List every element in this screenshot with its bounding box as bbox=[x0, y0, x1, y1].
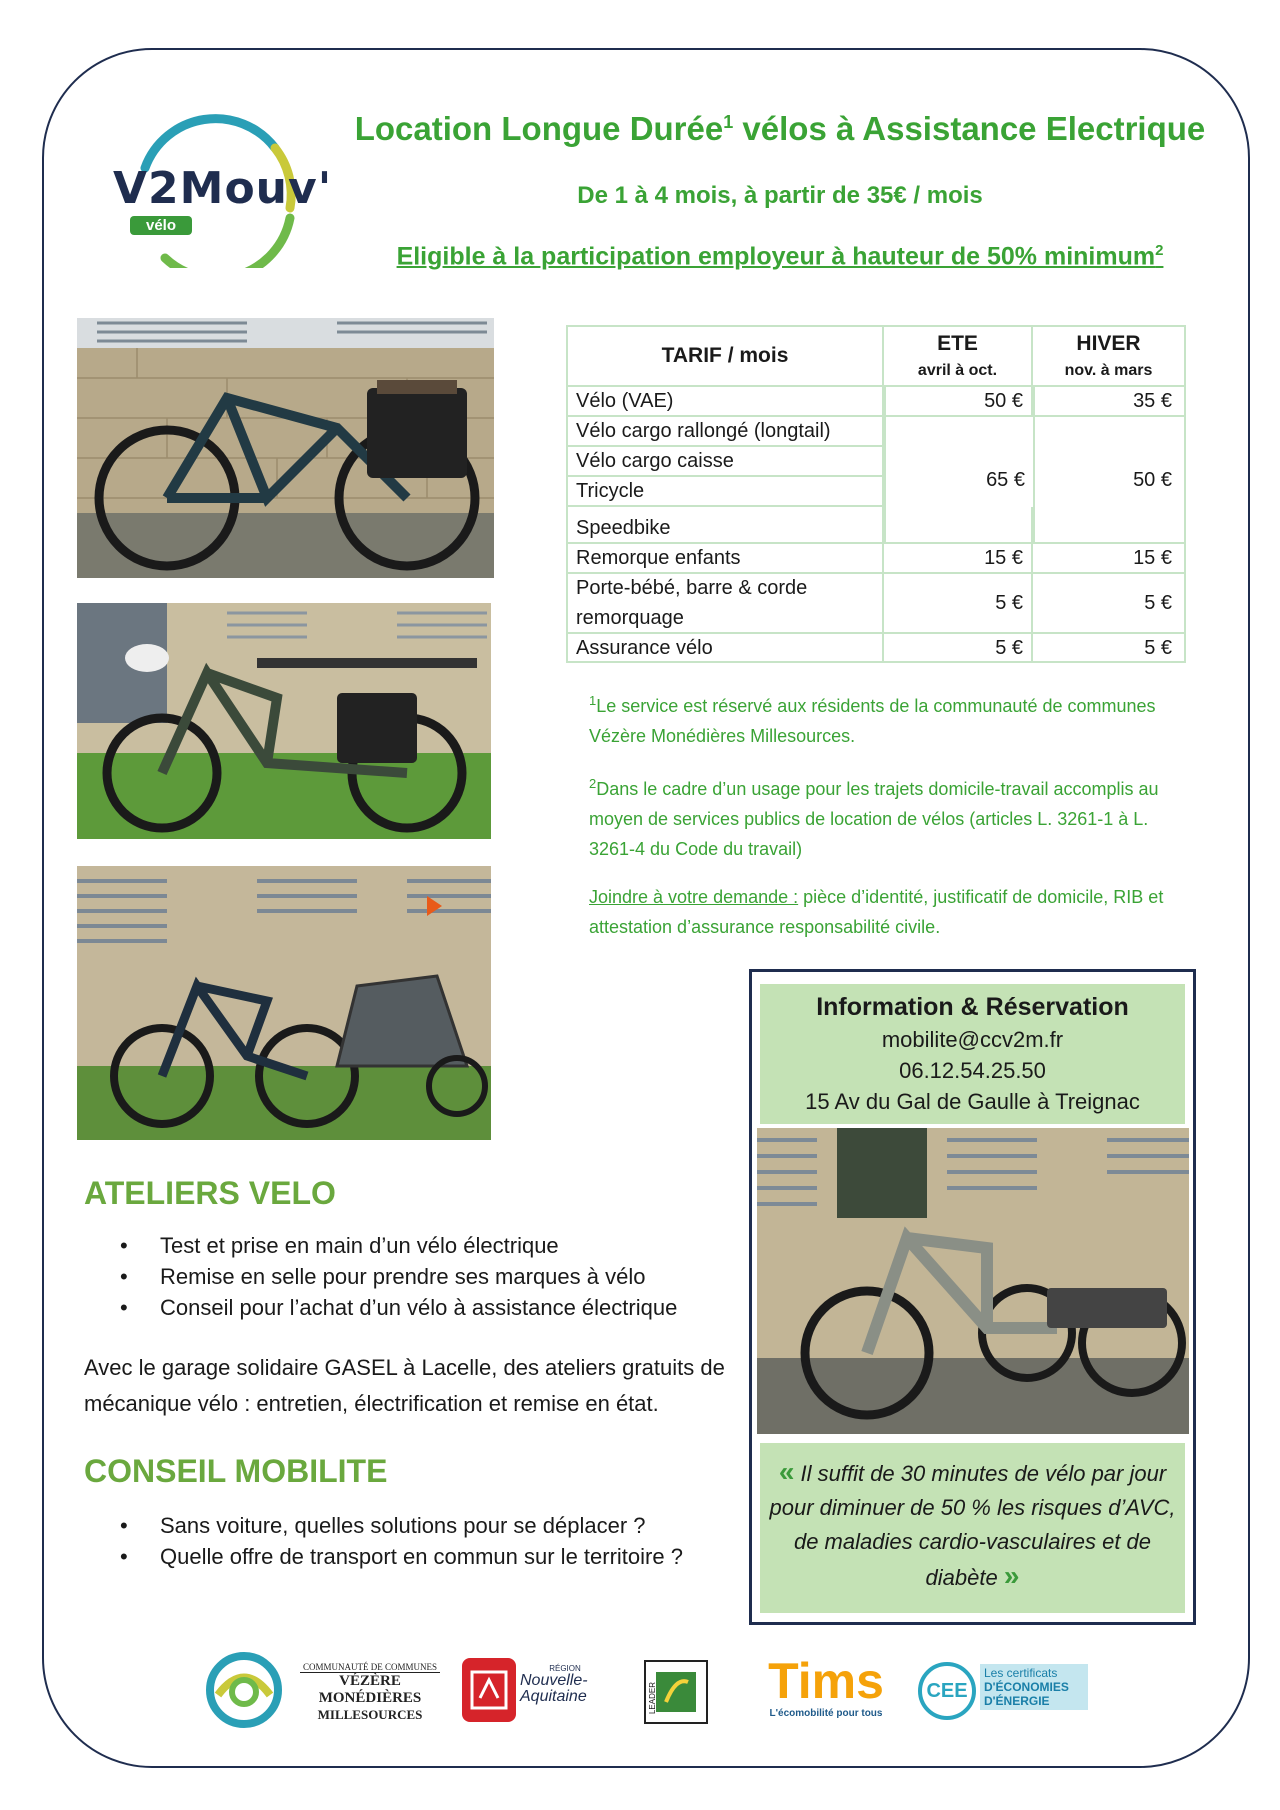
logo-tag: vélo bbox=[130, 216, 192, 235]
documents-required: Joindre à votre demande : pièce d’identité, justificatif de domicile, RIB et attestation d’assurance responsabilité civile. bbox=[589, 887, 1164, 937]
info-address: 15 Av du Gal de Gaulle à Treignac bbox=[805, 1089, 1140, 1114]
tariff-header-row bbox=[568, 327, 1184, 387]
table-row: Vélo (VAE) 50 € 35 € bbox=[568, 387, 1184, 417]
info-header bbox=[760, 984, 1185, 1124]
conseil-title: CONSEIL MOBILITE bbox=[84, 1453, 388, 1489]
quote-close-mark: » bbox=[1003, 1560, 1020, 1591]
merged-price-hiver: 50 € bbox=[1133, 469, 1172, 491]
leader-logo: LEADER bbox=[644, 1660, 708, 1724]
region-shield-icon bbox=[462, 1658, 516, 1722]
footnotes bbox=[589, 686, 1199, 960]
table-row: Assurance vélo 5 € 5 € bbox=[568, 634, 1184, 663]
col-header-ete: ETE bbox=[937, 332, 978, 355]
info-reservation-box bbox=[749, 969, 1196, 1625]
page-title: Location Longue Durée$^1$ vélos à Assistance Electrique bbox=[354, 110, 1206, 147]
list-item: • Test et prise en main d’un vélo électrique bbox=[120, 1230, 677, 1261]
info-email[interactable]: mobilite@ccv2m.fr bbox=[881, 1027, 1064, 1052]
col-sub-hiver: nov. à mars bbox=[1064, 362, 1153, 379]
eligibility-line: Eligible à la participation employeur à hauteur de 50% minimum$^2$ bbox=[396, 242, 1164, 271]
ateliers-paragraph: Avec le garage solidaire GASEL à Lacelle, des ateliers gratuits de mécanique vélo : entretien, électrification et remise en état. bbox=[84, 1355, 725, 1416]
list-item: • Conseil pour l’achat d’un vélo à assistance électrique bbox=[120, 1292, 677, 1323]
tariff-table bbox=[566, 325, 1186, 663]
ateliers-list bbox=[120, 1230, 677, 1323]
merged-price-ete: 65 € bbox=[986, 469, 1025, 491]
conseil-list bbox=[120, 1510, 683, 1572]
logo-wordmark: V2Mouv' bbox=[113, 163, 333, 214]
v2mouv-logo bbox=[105, 108, 350, 268]
partner-logos: COMMUNAUTÉ DE COMMUNES VÉZÈRE MONÉDIÈRES MILLESOURCES RÉGION Nouvelle-Aquitaine LEADER Tims L'écomobilité pour tous CEE Les certificats D'ÉCONOMIES D'ÉNERGIE bbox=[0, 1650, 1280, 1740]
ateliers-title: ATELIERS VELO bbox=[84, 1175, 336, 1211]
col-sub-ete: avril à oct. bbox=[917, 362, 998, 379]
bike-photo-trailer bbox=[77, 866, 491, 1140]
page-subtitle: De 1 à 4 mois, à partir de 35€ / mois bbox=[577, 182, 983, 209]
col-header-tarif: TARIF / mois bbox=[661, 344, 789, 367]
table-row: Speedbike bbox=[568, 507, 1184, 544]
quote-text: Il suffit de 30 minutes de vélo par jour pour diminuer de 50 % les risques d’AVC, de maladies cardio-vasculaires et de diabète bbox=[769, 1461, 1176, 1590]
cc-vezere-logo: COMMUNAUTÉ DE COMMUNES VÉZÈRE MONÉDIÈRES MILLESOURCES bbox=[300, 1662, 440, 1723]
list-item: • Quelle offre de transport en commun sur le territoire ? bbox=[120, 1541, 683, 1572]
table-row: Tricycle bbox=[568, 477, 1184, 507]
table-row: Vélo cargo rallongé (longtail) bbox=[568, 417, 1184, 447]
footnote-1: $^1$Le service est réservé aux résidents de la communauté de communes Vézère Monédières Millesources. bbox=[589, 693, 1156, 746]
table-row: Vélo cargo caisse bbox=[568, 447, 1184, 477]
table-row: Remorque enfants 15 € 15 € bbox=[568, 544, 1184, 574]
info-phone[interactable]: 06.12.54.25.50 bbox=[899, 1058, 1046, 1083]
health-quote bbox=[760, 1443, 1185, 1613]
tims-logo: Tims L'écomobilité pour tous bbox=[768, 1653, 884, 1719]
list-item: • Remise en selle pour prendre ses marques à vélo bbox=[120, 1261, 677, 1292]
region-logo: RÉGION Nouvelle-Aquitaine bbox=[520, 1664, 588, 1705]
list-item: • Sans voiture, quelles solutions pour se déplacer ? bbox=[120, 1510, 683, 1541]
cc-swirl-icon bbox=[203, 1650, 285, 1735]
info-title: Information & Réservation bbox=[816, 993, 1129, 1021]
bike-photo-vae bbox=[77, 318, 494, 578]
footnote-2: $^2$Dans le cadre d’un usage pour les trajets domicile-travail accomplis au moyen de services publics de location de vélos (articles L. 3261-1 à L. 3261-4 du Code du travail) bbox=[589, 776, 1159, 859]
quote-open-mark: « bbox=[778, 1456, 795, 1487]
bike-photo-longtail bbox=[77, 603, 491, 839]
table-row: Porte-bébé, barre & corde remorquage 5 € 5 € bbox=[568, 574, 1184, 634]
col-header-hiver: HIVER bbox=[1076, 332, 1141, 355]
